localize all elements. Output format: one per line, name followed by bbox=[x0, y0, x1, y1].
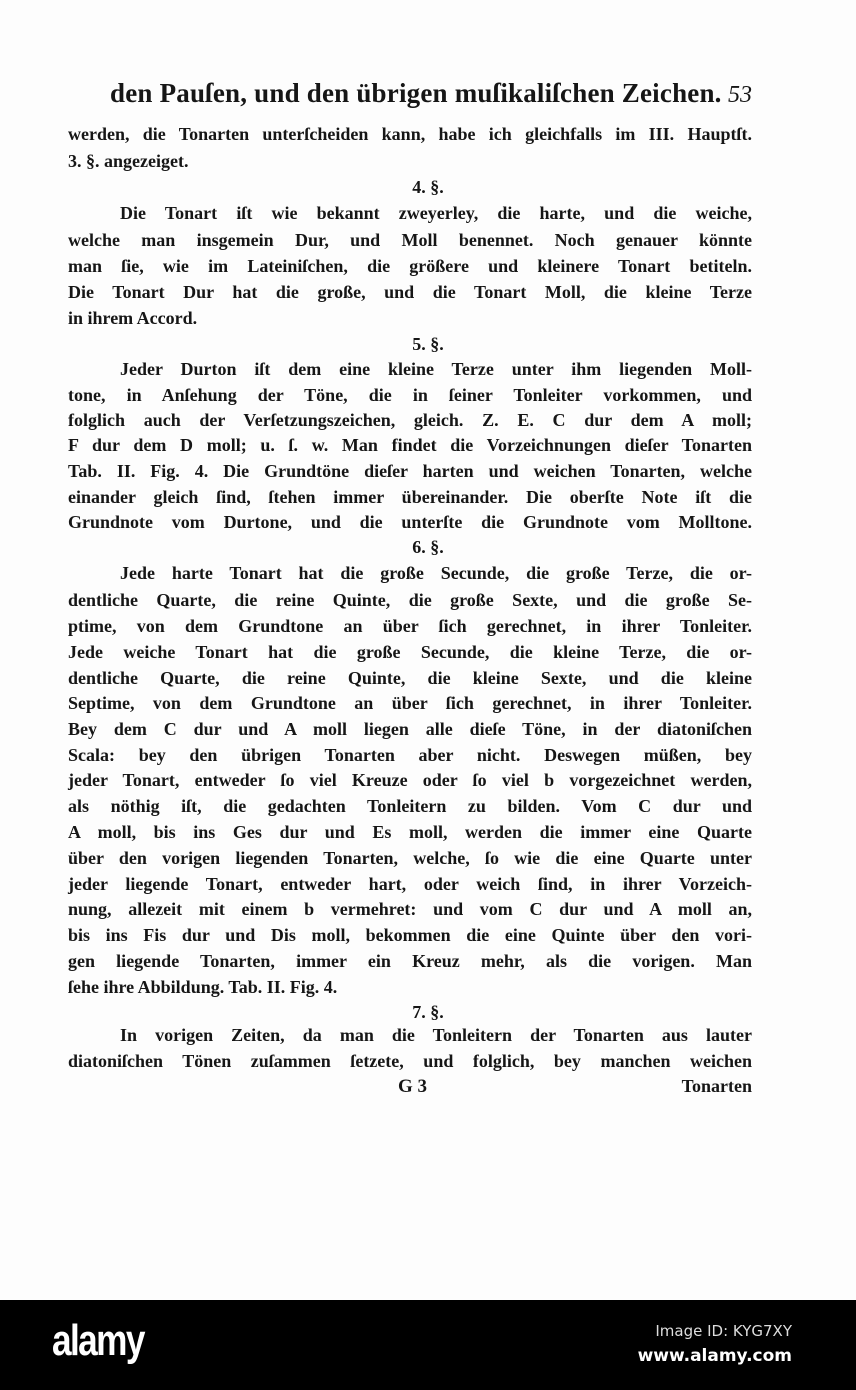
alamy-logo: alamy bbox=[52, 1316, 144, 1365]
text-line: folglich auch der Verſetzungszeichen, gleich. Z. E. C dur dem A moll; bbox=[68, 410, 752, 430]
text-line: Jede weiche Tonart hat die große Secunde, die kleine Terze, die or- bbox=[68, 642, 752, 662]
section-heading: 7. §. bbox=[412, 1002, 444, 1022]
text-line: Bey dem C dur und A moll liegen alle dieſe Töne, in der diatoniſchen bbox=[68, 719, 752, 739]
text-line: nung, allezeit mit einem b vermehret: und vom C dur und A moll an, bbox=[68, 899, 752, 919]
text-line: Jede harte Tonart hat die große Secunde, die große Terze, die or- bbox=[120, 563, 752, 583]
text-line: dentliche Quarte, die reine Quinte, die große Sexte, und die große Se- bbox=[68, 590, 752, 610]
text-line: werden, die Tonarten unterſcheiden kann, habe ich gleichfalls im III. Hauptſt. bbox=[68, 124, 752, 144]
watermark-bar bbox=[0, 1300, 856, 1390]
section-heading: 6. §. bbox=[412, 537, 444, 557]
page-number: 53 bbox=[728, 82, 752, 108]
text-line: 3. §. angezeiget. bbox=[68, 151, 189, 171]
text-line: als nöthig iſt, die gedachten Tonleitern zu bilden. Vom C dur und bbox=[68, 796, 752, 816]
text-line: Grundnote vom Durtone, und die unterſte die Grundnote vom Molltone. bbox=[68, 512, 752, 532]
text-line: tone, in Anſehung der Töne, die in ſeiner Tonleiter vorkommen, und bbox=[68, 385, 752, 405]
catchword: Tonarten bbox=[681, 1076, 752, 1096]
text-line: Septime, von dem Grundtone an über ſich gerechnet, in ihrer Tonleiter. bbox=[68, 693, 752, 713]
text-line: In vorigen Zeiten, da man die Tonleitern der Tonarten aus lauter bbox=[120, 1025, 752, 1045]
image-id: Image ID: KYG7XY bbox=[655, 1322, 792, 1340]
site-url: www.alamy.com bbox=[637, 1346, 792, 1366]
text-line: ptime, von dem Grundtone an über ſich gerechnet, in ihrer Tonleiter. bbox=[68, 616, 752, 636]
section-heading: 4. §. bbox=[412, 177, 444, 197]
text-line: Die Tonart iſt wie bekannt zweyerley, die harte, und die weiche, bbox=[120, 203, 752, 223]
signature-mark: G 3 bbox=[398, 1076, 428, 1097]
text-line: A moll, bis ins Ges dur und Es moll, werden die immer eine Quarte bbox=[68, 822, 752, 842]
text-line: gen liegende Tonarten, immer ein Kreuz mehr, als die vorigen. Man bbox=[68, 951, 752, 971]
text-line: welche man insgemein Dur, und Moll benennet. Noch genauer könnte bbox=[68, 230, 752, 250]
running-head: den Pauſen, und den übrigen muſikaliſchen Zeichen. bbox=[110, 78, 722, 108]
text-line: man ſie, wie im Lateiniſchen, die größere und kleinere Tonart betiteln. bbox=[68, 256, 752, 276]
text-line: jeder Tonart, entweder ſo viel Kreuze oder ſo viel b vorgezeichnet werden, bbox=[68, 770, 752, 790]
text-line: über den vorigen liegenden Tonarten, welche, ſo wie die eine Quarte unter bbox=[68, 848, 752, 868]
text-line: Tab. II. Fig. 4. Die Grundtöne dieſer harten und weichen Tonarten, welche bbox=[68, 461, 752, 481]
text-line: ſehe ihre Abbildung. Tab. II. Fig. 4. bbox=[68, 977, 338, 997]
text-line: diatoniſchen Tönen zuſammen ſetzete, und folglich, bey manchen weichen bbox=[68, 1051, 752, 1071]
text-line: Jeder Durton iſt dem eine kleine Terze unter ihm liegenden Moll- bbox=[120, 359, 752, 379]
text-line: dentliche Quarte, die reine Quinte, die kleine Sexte, und die kleine bbox=[68, 668, 752, 688]
text-line: F dur dem D moll; u. ſ. w. Man findet die Vorzeichnungen dieſer Tonarten bbox=[68, 435, 752, 455]
section-heading: 5. §. bbox=[412, 334, 444, 354]
text-line: bis ins Fis dur und Dis moll, bekommen die eine Quinte über den vori- bbox=[68, 925, 752, 945]
text-line: einander gleich ſind, ſtehen immer übereinander. Die oberſte Note iſt die bbox=[68, 487, 752, 507]
text-line: Scala: bey den übrigen Tonarten aber nicht. Deswegen müßen, bey bbox=[68, 745, 752, 765]
text-line: in ihrem Accord. bbox=[68, 308, 198, 328]
text-line: jeder liegende Tonart, entweder hart, oder weich ſind, in ihrer Vorzeich- bbox=[68, 874, 752, 894]
text-line: Die Tonart Dur hat die große, und die Tonart Moll, die kleine Terze bbox=[68, 282, 752, 302]
